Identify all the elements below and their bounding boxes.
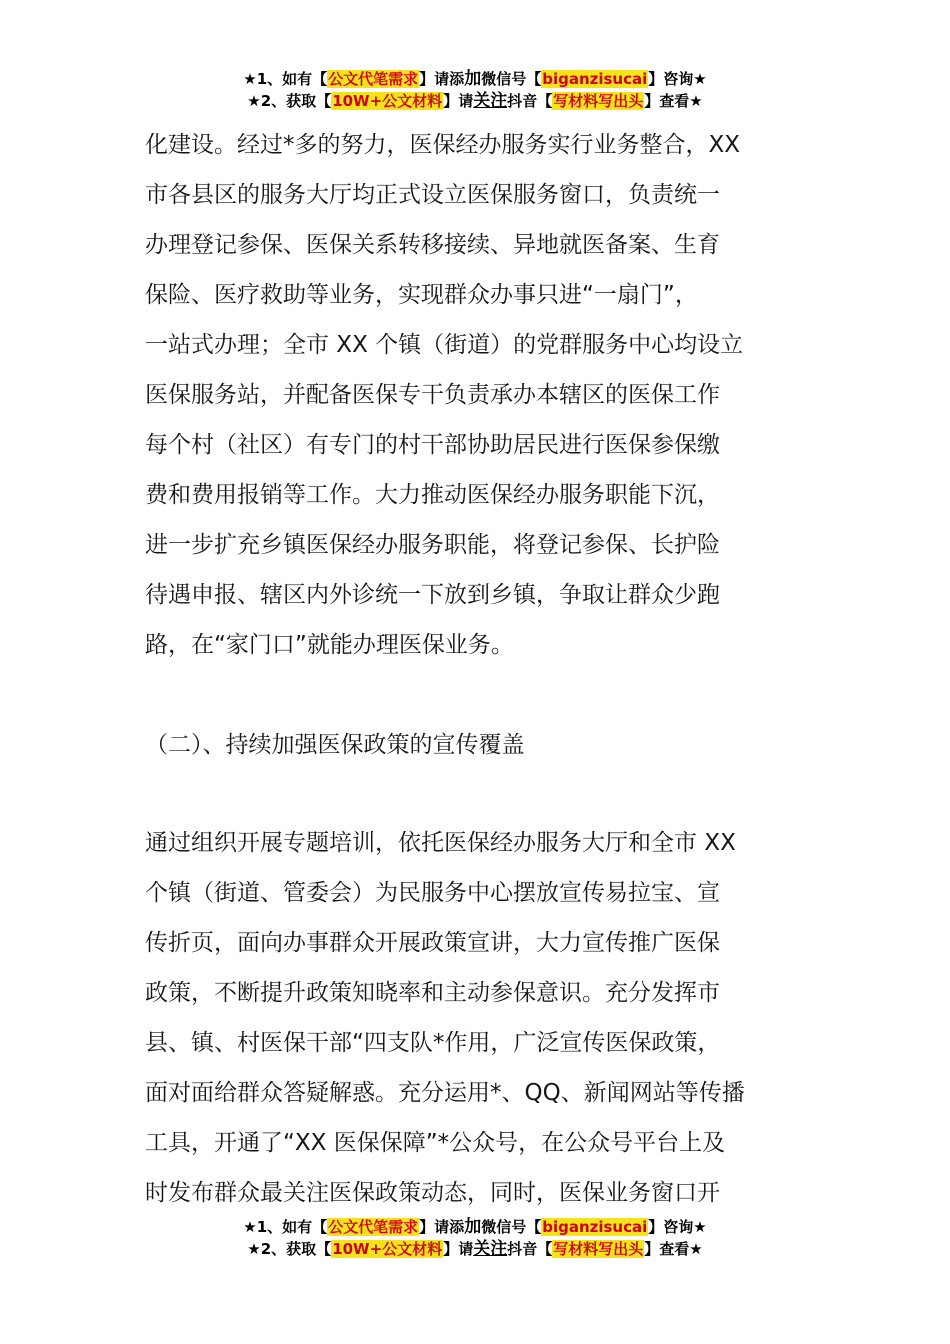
banner-highlight-service: 公文代笔需求 [328, 70, 419, 88]
text-line: 化建设。经过*多的努力，医保经办服务实行业务整合，XX [145, 132, 741, 158]
text-line: 工具，开通了“XX 医保保障”*公众号，在公众号平台上及 [145, 1130, 726, 1156]
banner-line-1: ★1、如有【公文代笔需求】请添加微信号【biganzisucai】咨询★ [243, 69, 707, 89]
text-line: 一站式办理；全市 XX 个镇（街道）的党群服务中心均设立 [145, 332, 744, 358]
text-line: 医保服务站，并配备医保专干负责承办本辖区的医保工作 [145, 382, 720, 408]
text-line: 费和费用报销等工作。大力推动医保经办服务职能下沉， [145, 482, 720, 508]
banner-line-2: ★2、获取【10W+公文材料】请关注抖音【写材料写出头】查看★ [247, 91, 703, 111]
text-line: 进一步扩充乡镇医保经办服务职能，将登记参保、长护险 [145, 532, 720, 558]
text-line: 政策，不断提升政策知晓率和主动参保意识。充分发挥市 [145, 980, 720, 1006]
text-line: 办理登记参保、医保关系转移接续、异地就医备案、生育 [145, 232, 720, 258]
section-heading-text: （二）、持续加强医保政策的宣传覆盖 [145, 732, 525, 758]
paragraph-1 [145, 120, 811, 670]
text-line: 市各县区的服务大厅均正式设立医保服务窗口，负责统一 [145, 182, 720, 208]
text-line: 每个村（社区）有专门的村干部协助居民进行医保参保缴 [145, 432, 720, 458]
text-line: 保险、医疗救助等业务，实现群众办事只进“一扇门”， [145, 282, 698, 308]
banner-highlight-materials: 10W+公文材料 [332, 92, 443, 110]
banner-line-1: ★1、如有【公文代笔需求】请添加微信号【biganzisucai】咨询★ [243, 1217, 707, 1237]
section-heading [145, 720, 811, 770]
banner-highlight-douyin: 写材料写出头 [553, 92, 644, 110]
banner-highlight-materials: 10W+公文材料 [332, 1240, 443, 1258]
text-line: 传折页，面向办事群众开展政策宣讲，大力宣传推广医保 [145, 930, 720, 956]
banner-line-2: ★2、获取【10W+公文材料】请关注抖音【写材料写出头】查看★ [247, 1239, 703, 1259]
paragraph-2 [145, 818, 811, 1218]
text-line: 县、镇、村医保干部“四支队*作用，广泛宣传医保政策， [145, 1030, 721, 1056]
text-line: 通过组织开展专题培训，依托医保经办服务大厅和全市 XX [145, 830, 736, 856]
text-line: 时发布群众最关注医保政策动态，同时，医保业务窗口开 [145, 1180, 720, 1206]
banner-highlight-douyin: 写材料写出头 [553, 1240, 644, 1258]
text-line: 个镇（街道、管委会）为民服务中心摆放宣传易拉宝、宣 [145, 880, 720, 906]
banner-highlight-service: 公文代笔需求 [328, 1218, 419, 1236]
banner-highlight-wechat-id: biganzisucai [542, 1218, 648, 1236]
text-line: 面对面给群众答疑解惑。充分运用*、QQ、新闻网站等传播 [145, 1080, 745, 1106]
banner-highlight-wechat-id: biganzisucai [542, 70, 648, 88]
text-line: 路，在“家门口”就能办理医保业务。 [145, 632, 514, 658]
footer-banner [0, 1216, 950, 1260]
text-line: 待遇申报、辖区内外诊统一下放到乡镇，争取让群众少跑 [145, 582, 720, 608]
header-banner [0, 68, 950, 112]
